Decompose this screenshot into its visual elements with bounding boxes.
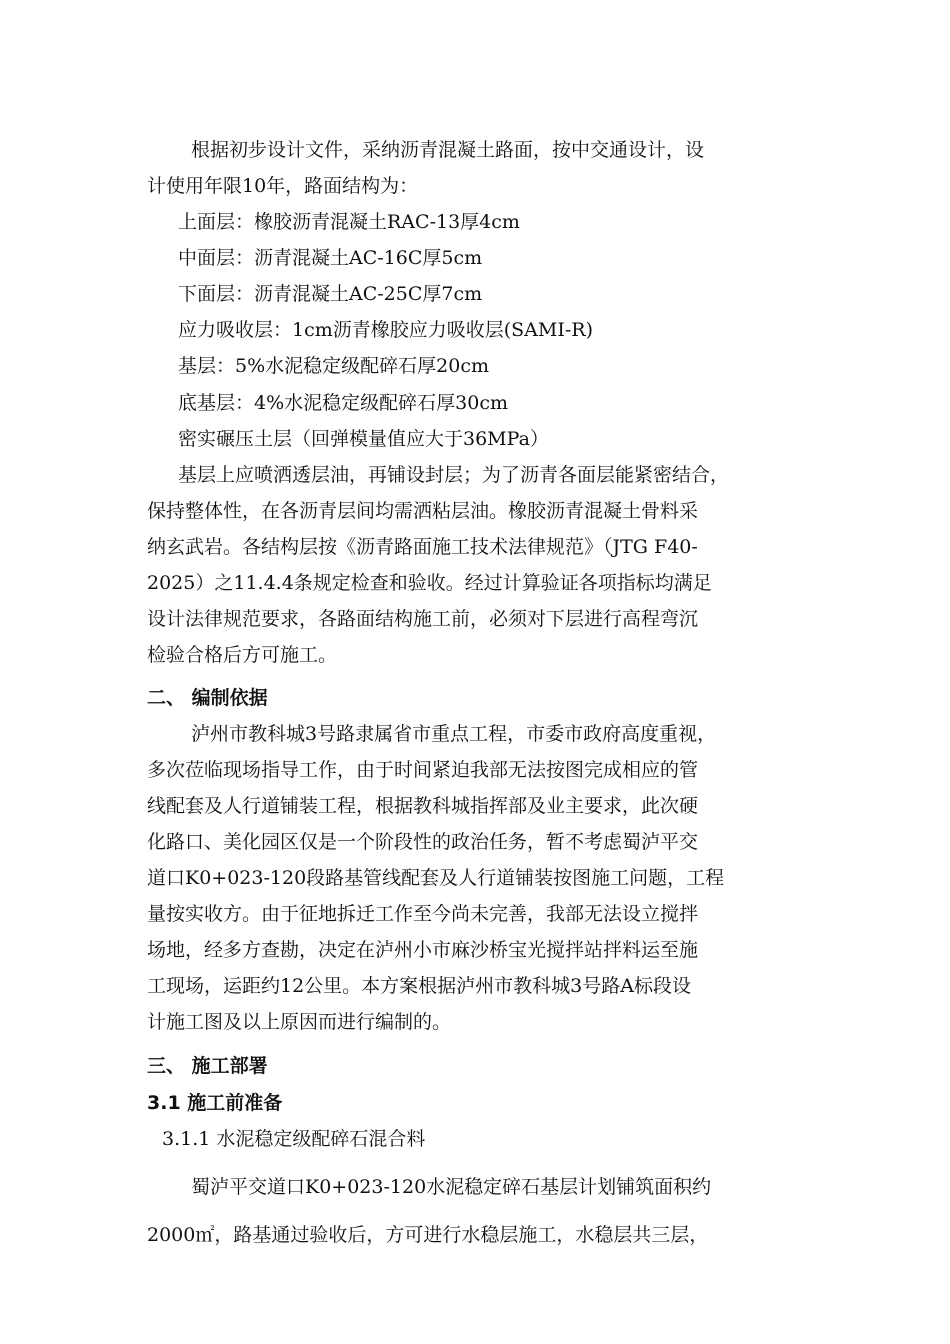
subsection-heading: 3.1 施工前准备 [147,1092,283,1114]
paragraph-line: 计施工图及以上原因而进行编制的。 [147,1011,452,1033]
paragraph-line: 道口K0+023-120段路基管线配套及人行道铺装按图施工问题，工程 [147,867,725,889]
paragraph-line: 计使用年限10年，路面结构为： [147,175,419,197]
paragraph-line: 多次莅临现场指导工作，由于时间紧迫我部无法按图完成相应的管 [147,759,699,781]
subsubsection-heading: 3.1.1 水泥稳定级配碎石混合料 [162,1128,426,1150]
paragraph-line: 化路口、美化园区仅是一个阶段性的政治任务，暂不考虑蜀泸平交 [147,831,699,853]
layer-item: 密实碾压土层（回弹模量值应大于36MPa） [178,428,549,450]
paragraph-line: 纳玄武岩。各结构层按《沥青路面施工技术法律规范》（JTG F40- [147,536,698,558]
section-heading: 二、 编制依据 [147,687,268,709]
layer-item: 应力吸收层：1cm沥青橡胶应力吸收层(SAMI-R) [178,319,593,341]
paragraph-line: 工现场，运距约12公里。本方案根据泸州市教科城3号路A标段设 [147,975,691,997]
paragraph-line: 量按实收方。由于征地拆迁工作至今尚未完善，我部无法设立搅拌 [147,903,699,925]
section-heading: 三、 施工部署 [147,1055,268,1077]
paragraph-line: 检验合格后方可施工。 [147,644,338,666]
paragraph-line: 泸州市教科城3号路隶属省市重点工程，市委市政府高度重视， [191,723,717,745]
paragraph-line: 2025）之11.4.4条规定检查和验收。经过计算验证各项指标均满足 [147,572,712,594]
paragraph-line: 蜀泸平交道口K0+023-120水泥稳定碎石基层计划铺筑面积约 [191,1176,712,1198]
paragraph-line: 设计法律规范要求，各路面结构施工前，必须对下层进行高程弯沉 [147,608,699,630]
layer-item: 基层：5%水泥稳定级配碎石厚20cm [178,355,489,377]
paragraph-line: 基层上应喷洒透层油，再铺设封层；为了沥青各面层能紧密结合， [178,464,730,486]
paragraph-line: 根据初步设计文件，采纳沥青混凝土路面，按中交通设计，设 [191,139,705,161]
paragraph-line: 线配套及人行道铺装工程，根据教科城指挥部及业主要求，此次硬 [147,795,699,817]
layer-item: 底基层：4%水泥稳定级配碎石厚30cm [178,392,508,414]
paragraph-line: 保持整体性，在各沥青层间均需洒粘层油。橡胶沥青混凝土骨料采 [147,500,699,522]
layer-item: 下面层：沥青混凝土AC-25C厚7cm [178,283,483,305]
paragraph-line: 场地，经多方查勘，决定在泸州小市麻沙桥宝光搅拌站拌料运至施 [147,939,699,961]
layer-item: 中面层：沥青混凝土AC-16C厚5cm [178,247,483,269]
layer-item: 上面层：橡胶沥青混凝土RAC-13厚4cm [178,211,520,233]
paragraph-line: 2000㎡，路基通过验收后，方可进行水稳层施工，水稳层共三层， [147,1224,709,1246]
